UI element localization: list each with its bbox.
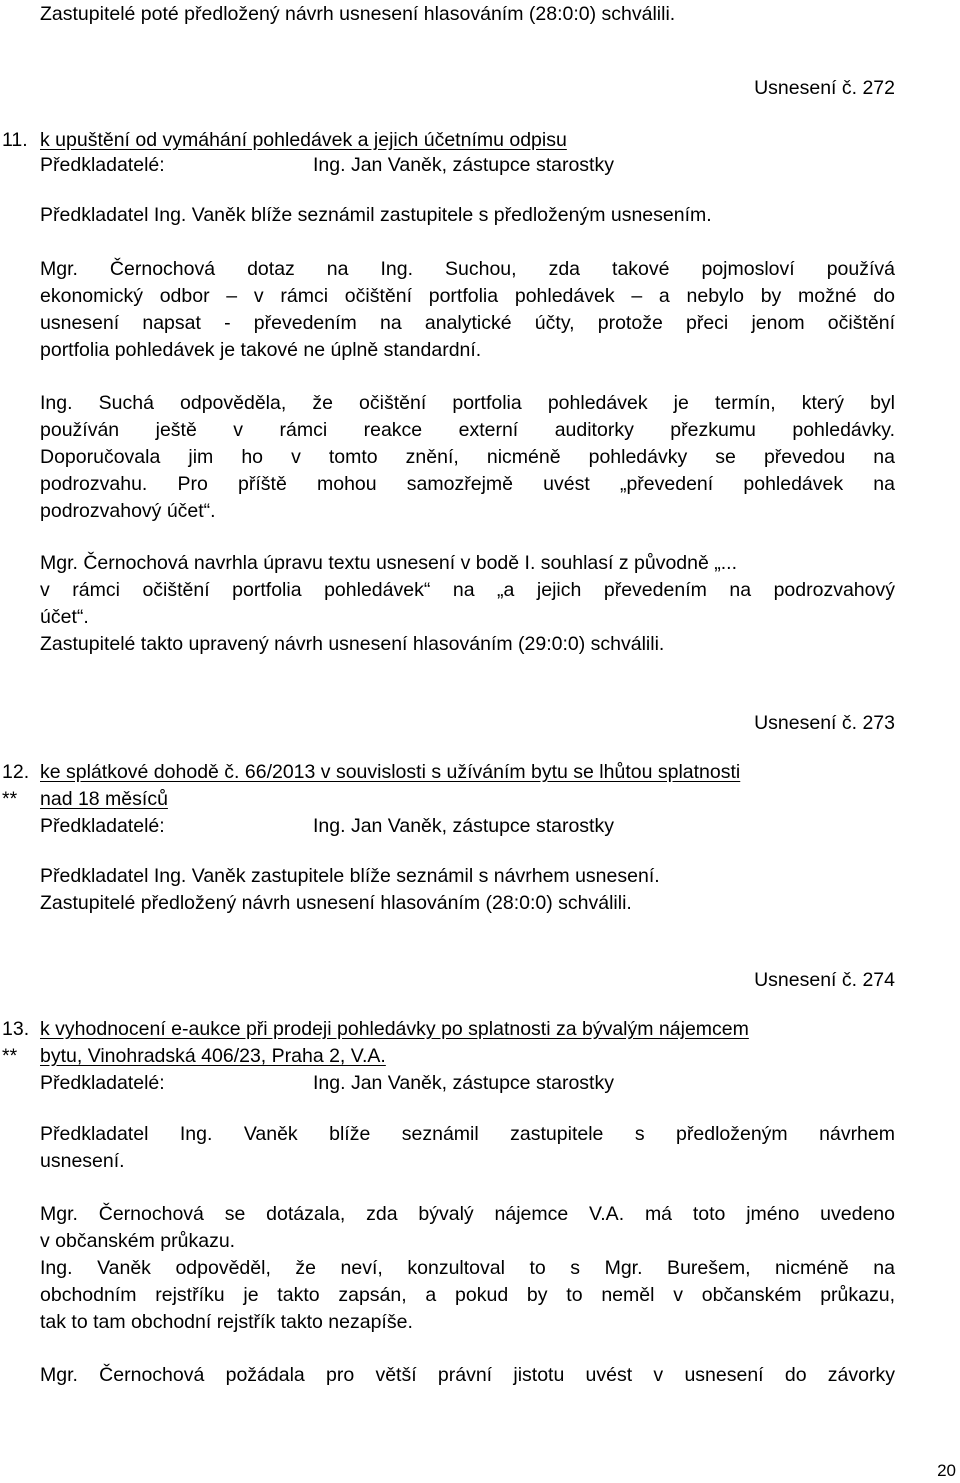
proposer-name: Ing. Jan Vaněk, zástupce starostky: [313, 1072, 614, 1094]
item-stars: **: [2, 1045, 18, 1067]
paragraph-line: ekonomický odbor – v rámci očištění portfolia pohledávek – a nebylo by možné do: [40, 285, 895, 307]
paragraph-line: usnesení napsat - převedením na analytické účty, protože přeci jenom očištění: [40, 312, 895, 334]
intro-text: Zastupitelé poté předložený návrh usnesení hlasováním (28:0:0) schválili.: [40, 3, 676, 25]
paragraph-line: Ing. Vaněk odpověděl, že neví, konzultoval to s Mgr. Burešem, nicméně na: [40, 1257, 895, 1279]
paragraph-line: tak to tam obchodní rejstřík takto nezapíše.: [40, 1311, 413, 1333]
proposer-name: Ing. Jan Vaněk, zástupce starostky: [313, 154, 614, 176]
page-number: 20: [937, 1461, 956, 1480]
paragraph-line: Mgr. Černochová navrhla úpravu textu usnesení v bodě I. souhlasí z původně „...: [40, 552, 737, 574]
paragraph-line: Předkladatel Ing. Vaněk zastupitele blíže seznámil s návrhem usnesení.: [40, 865, 660, 887]
paragraph-line: Doporučovala jim ho v tomto znění, nicméně pohledávky se převedou na: [40, 446, 895, 468]
proposer-label: Předkladatelé:: [40, 815, 165, 837]
paragraph-line: Zastupitelé takto upravený návrh usnesení hlasováním (29:0:0) schválili.: [40, 633, 665, 655]
resolution-number: Usnesení č. 273: [754, 712, 895, 734]
resolution-number: Usnesení č. 272: [754, 77, 895, 99]
proposer-label: Předkladatelé:: [40, 1072, 165, 1094]
item-number: 11.: [2, 129, 28, 151]
paragraph-line: portfolia pohledávek je takové ne úplně standardní.: [40, 339, 482, 361]
paragraph-line: Předkladatel Ing. Vaněk blíže seznámil zastupitele s předloženým usnesením.: [40, 204, 712, 226]
paragraph-line: v občanském průkazu.: [40, 1230, 236, 1252]
item-number: 12.: [2, 761, 30, 783]
paragraph-line: Mgr. Černochová požádala pro větší právní jistotu uvést v usnesení do závorky: [40, 1364, 895, 1386]
paragraph-line: používán ještě v rámci reakce externí auditorky přezkumu pohledávky.: [40, 419, 895, 441]
paragraph-line: Mgr. Černochová se dotázala, zda bývalý nájemce V.A. má toto jméno uvedeno: [40, 1203, 895, 1225]
paragraph-line: Ing. Suchá odpověděla, že očištění portfolia pohledávek je termín, který byl: [40, 392, 895, 414]
proposer-label: Předkladatelé:: [40, 154, 165, 176]
item-stars: **: [2, 788, 18, 810]
item-title: bytu, Vinohradská 406/23, Praha 2, V.A.: [40, 1045, 386, 1067]
paragraph-line: Zastupitelé předložený návrh usnesení hlasováním (28:0:0) schválili.: [40, 892, 632, 914]
item-title: k vyhodnocení e-aukce při prodeji pohledávky po splatnosti za bývalým nájemcem: [40, 1018, 749, 1040]
paragraph-line: podrozvahu. Pro příště mohou samozřejmě uvést „převedení pohledávek na: [40, 473, 895, 495]
proposer-name: Ing. Jan Vaněk, zástupce starostky: [313, 815, 614, 837]
paragraph-line: v rámci očištění portfolia pohledávek“ na „a jejich převedením na podrozvahový: [40, 579, 895, 601]
item-title: ke splátkové dohodě č. 66/2013 v souvislosti s užíváním bytu se lhůtou splatnosti: [40, 761, 741, 783]
item-title: nad 18 měsíců: [40, 788, 168, 810]
resolution-number: Usnesení č. 274: [754, 969, 895, 991]
item-number: 13.: [2, 1018, 30, 1040]
paragraph-line: podrozvahový účet“.: [40, 500, 216, 522]
paragraph-line: Mgr. Černochová dotaz na Ing. Suchou, zda takové pojmosloví používá: [40, 258, 895, 280]
item-title: k upuštění od vymáhání pohledávek a jejich účetnímu odpisu: [40, 129, 567, 151]
paragraph-line: Předkladatel Ing. Vaněk blíže seznámil zastupitele s předloženým návrhem: [40, 1123, 895, 1145]
paragraph-line: usnesení.: [40, 1150, 125, 1172]
paragraph-line: obchodním rejstříku je takto zapsán, a pokud by to neměl v občanském průkazu,: [40, 1284, 895, 1306]
paragraph-line: účet“.: [40, 606, 89, 628]
